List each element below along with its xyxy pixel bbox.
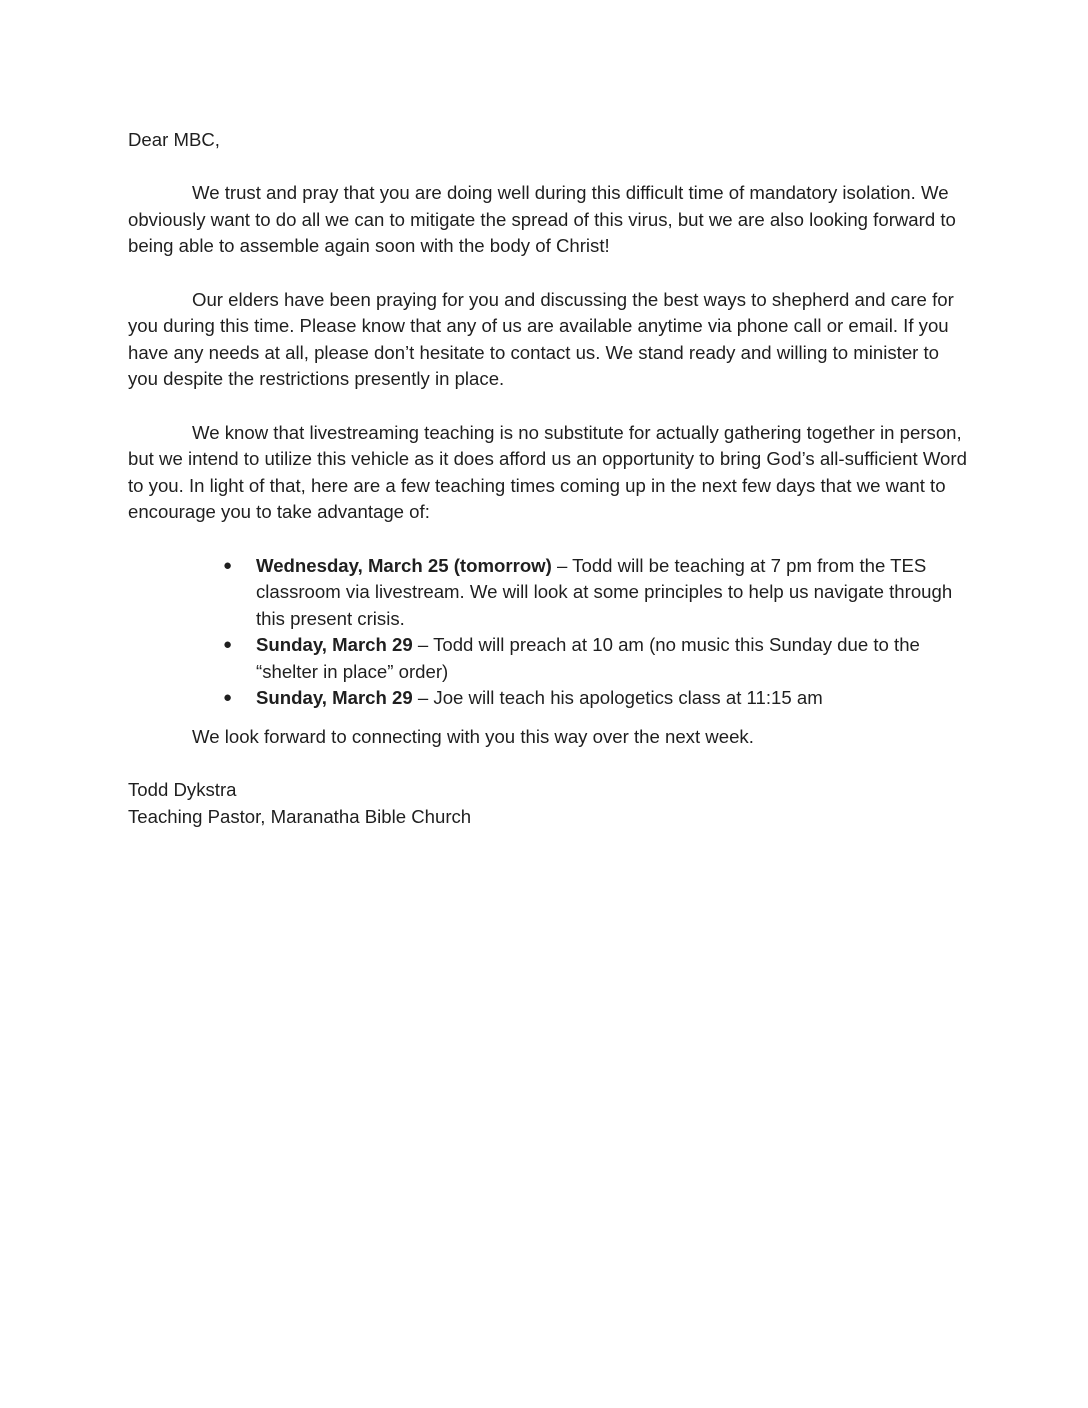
schedule-item-sunday-sermon bbox=[223, 632, 968, 685]
paragraph-elders: Our elders have been praying for you and discussing the best ways to shepherd and care for you during this time. Please know that any of us are available anytime via phone call or email. If you have any needs at all, please don’t hesitate to contact us. We stand ready and willing to minister to you despite the restrictions presently in place. bbox=[128, 288, 954, 390]
signature-title: Teaching Pastor, Maranatha Bible Church bbox=[128, 805, 472, 827]
bullet-icon: ● bbox=[223, 636, 233, 654]
paragraph-livestream: We know that livestreaming teaching is no substitute for actually gathering together in person, but we intend to utilize this vehicle as it does afford us an opportunity to bring God’s all-sufficient Word to you. In light of that, here are a few teaching times coming up in the next few days that we want to encourage you to take advantage of: bbox=[128, 421, 967, 523]
schedule-item-date: Wednesday, March 25 (tomorrow) bbox=[256, 554, 552, 576]
schedule-item-wednesday bbox=[223, 553, 968, 633]
bullet-icon: ● bbox=[223, 556, 233, 574]
closing-line: We look forward to connecting with you this way over the next week. bbox=[192, 726, 754, 748]
letter-body bbox=[128, 127, 968, 830]
bullet-icon: ● bbox=[223, 689, 233, 707]
teaching-schedule-list bbox=[128, 553, 968, 713]
greeting: Dear MBC, bbox=[128, 129, 220, 150]
schedule-item-text: – Todd will preach at 10 am (no music this Sunday due to the “shelter in place” order) bbox=[256, 634, 920, 682]
signature-block bbox=[128, 777, 968, 830]
paragraph-intro: We trust and pray that you are doing well during this difficult time of mandatory isolation. We obviously want to do all we can to mitigate the spread of this virus, but we are also looking forward to being able to assemble again soon with the body of Christ! bbox=[128, 182, 956, 257]
schedule-item-sunday-class bbox=[223, 685, 968, 712]
schedule-item-date: Sunday, March 29 bbox=[256, 634, 413, 656]
schedule-item-date: Sunday, March 29 bbox=[256, 687, 413, 709]
schedule-item-text: – Todd will be teaching at 7 pm from the TES classroom via livestream. We will look at some principles to help us navigate through this present crisis. bbox=[256, 554, 953, 629]
signature-name: Todd Dykstra bbox=[128, 779, 237, 801]
schedule-item-text: – Joe will teach his apologetics class at 11:15 am bbox=[412, 687, 823, 709]
